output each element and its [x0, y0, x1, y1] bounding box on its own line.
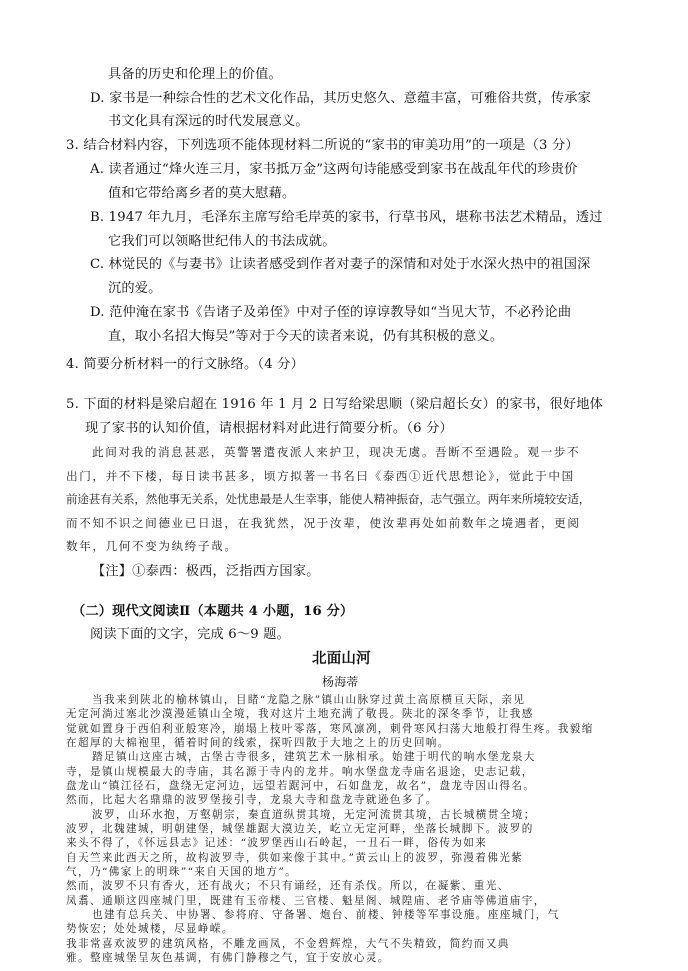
article-line: 来头不得了，《怀远县志》记述：“波罗堡西山石岭起，一丑石一畔，俗传为如来: [66, 837, 488, 849]
article-line: 气，乃“佛家上的明珠”“来自天国的地方”。: [66, 866, 298, 878]
text-line: 书文化具有深远的时代发展意义。: [108, 114, 309, 129]
letter-line: 出门，并不下楼，每日读书甚多，顷方拟著一书名曰《泰西①近代思想论》，觉此于中国: [66, 469, 575, 483]
article-line: 波罗，北魏建城，明朝建堡，城堡雄踞大漠边关，屹立无定河畔，坐落长城脚下。波罗的: [66, 823, 534, 835]
article-line: 当我来到陕北的榆林镇山，目睹“龙隐之脉”镇山山脉穿过黄土高原横亘天际，亲见: [92, 694, 526, 706]
text-line: 沉的爱。: [108, 281, 162, 296]
question-5: 5. 下面的材料是梁启超在 1916 年 1 月 2 日写给梁思顺（梁启超长女）的家书，很好地体: [66, 397, 604, 412]
instruction: 阅读下面的文字，完成 6～9 题。: [90, 627, 291, 642]
text-line: 现了家书的认知价值，请根据材料对此进行简要分析。（6 分）: [85, 421, 453, 436]
article-line: 势恢宏；处处城楼，尽显峥嵘。: [66, 923, 234, 935]
option-a: A. 读者通过“烽火连三月，家书抵万金”这两句诗能感受到家书在战乱年代的珍贵价: [90, 162, 578, 177]
article-line: 盘龙山“镇江径石，盘绕无定河边，远望若踞河中，石如盘龙，故名”，盘龙寺因山得名。: [66, 780, 536, 792]
text-line: 直，取小名招大悔吴”等对于今天的读者来说，仍有其积极的意义。: [108, 329, 504, 344]
article-author: 杨海蒂: [322, 675, 359, 689]
article-line: 无定河淌过塞北沙漠漫延镇山全境，我对这片土地充满了敬畏。陕北的深冬季节，让我感: [66, 708, 534, 720]
note: 【注】①泰西：极西，泛指西方国家。: [92, 564, 320, 579]
option-c: C. 林觉民的《与妻书》让读者感受到作者对妻子的深情和对处于水深火热中的祖国深: [90, 257, 591, 272]
question-4: 4. 简要分析材料一的行文脉络。（4 分）: [66, 357, 304, 372]
article-line: 寺，是镇山规模最大的寺庙，其名源于寺内的龙井。响水堡盘龙寺庙名退途，史志记载，: [66, 766, 534, 778]
article-line: 也建有总兵关、中协署、参将府、守备署、炮台、前楼、钟楼等军事设施。座座城门，气: [92, 909, 560, 921]
article-line: 我非常喜欢波罗的建筑风格，不雕龙画凤，不金碧辉煌，大气不失精致，简约而又典: [66, 938, 510, 950]
article-line: 波罗，山环水抱，万壑朝宗，秦直道纵贯其境，无定河流贯其境，古长城横贯全境；: [92, 809, 536, 821]
article-line: 在超厚的大棉袍里，循着时间的线索，探听四散于大地之上的历史回响。: [66, 737, 450, 749]
option-d: D. 范仲淹在家书《告诸子及弟侄》中对子侄的谆谆教导如“当见大节，不必矜论曲: [90, 305, 572, 320]
option-b: B. 1947 年九月，毛泽东主席写给毛岸英的家书，行草书风，堪称书法艺术精品，透过: [90, 210, 603, 225]
article-line: 然而，波罗不只有香火，还有战火；不只有诵经，还有杀伐。所以，在凝紫、重光、: [66, 880, 510, 892]
article-line: 自天竺来此西天之所，故构波罗寺，供如来像于其中。”黄云山上的波罗，弥漫着佛光紫: [66, 852, 524, 864]
section-heading: （二）现代文阅读Ⅱ（本题共 4 小题，16 分）: [72, 604, 354, 619]
text-line: 它我们可以领略世纪伟人的书法成就。: [108, 234, 336, 249]
article-line: 雅。整座城堡呈灰色基调，有佛门静穆之气，宜于安放心灵。: [66, 952, 390, 964]
letter-line: 而不知不识之间德业已日退，在我犹然，况于汝辈，使汝辈再处如前数年之境遇者，更阅: [66, 516, 581, 530]
article-line: 觉就如置身于西伯利亚般寒冷，崩塌上枝叶零落，寒风凛冽，刺骨寒风扫荡大地般打得生疼。我毅缩: [66, 723, 594, 735]
letter-line: 前途甚有关系，然他事无关系，处忧患最是人生幸事，能使人精神振奋，志气强立。两年来所境较安适，: [66, 492, 591, 506]
article-line: 踏足镇山这座古城，古堡古寺很多，建筑艺术一脉相承。始建于明代的响水堡龙泉大: [92, 751, 536, 763]
text-line: 具备的历史和伦理上的价值。: [108, 67, 283, 82]
article-title: 北面山河: [312, 650, 371, 667]
article-line: 凤翥、通顺这四座城门里，既建有玉帝楼、三官楼、魁星阁、城隍庙、老爷庙等佛道庙宇，: [66, 895, 546, 907]
option-d: D. 家书是一种综合性的艺术文化作品，其历史悠久、意蕴丰富，可雅俗共赏，传承家: [90, 91, 592, 106]
text-line: 值和它带给离乡者的莫大慰藉。: [108, 186, 296, 201]
letter-line: 数年，几何不变为纨绔子哉。: [66, 539, 238, 553]
article-line: 然而，比起大名鼎鼎的波罗堡接引寺，龙泉大寺和盘龙寺就逊色多了。: [66, 794, 438, 806]
question-3: 3. 结合材料内容，下列选项不能体现材料二所说的“家书的审美功用”的一项是（3 分）: [66, 138, 579, 153]
letter-line: 此间对我的消息甚恶，英警署遣夜派人来护卫，现决无虞。吾断不至遇险。观一步不: [92, 445, 581, 459]
